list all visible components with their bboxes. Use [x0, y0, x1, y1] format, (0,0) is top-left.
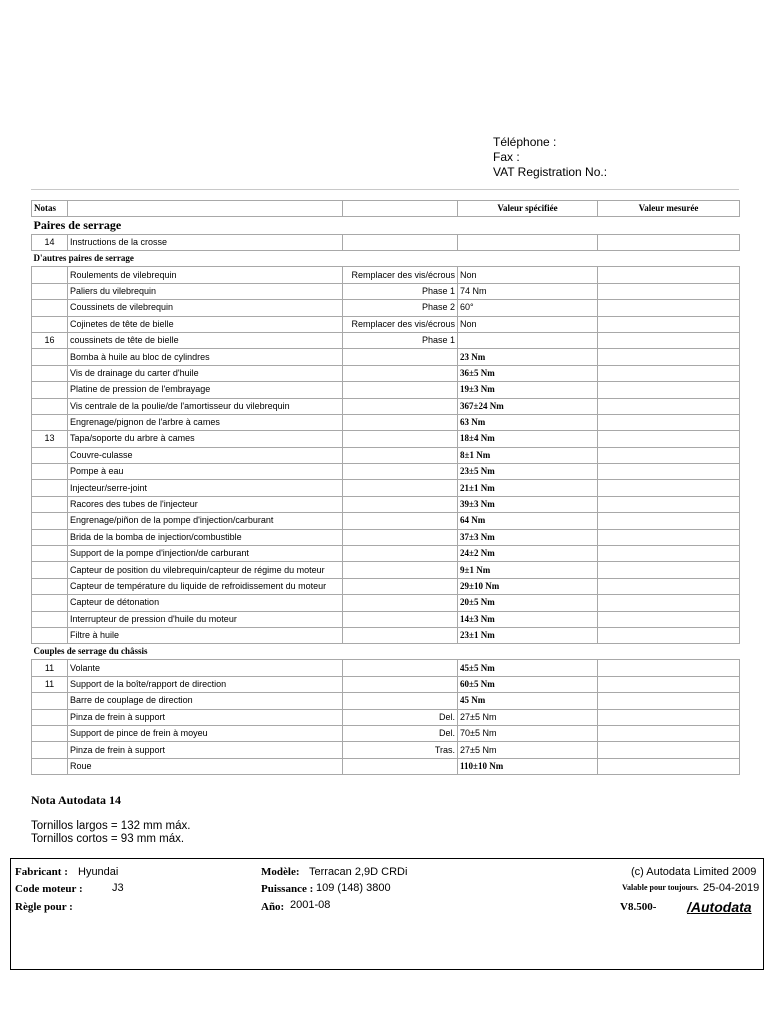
row-measured-value — [598, 660, 740, 676]
row-note — [32, 316, 68, 332]
row-condition — [343, 496, 458, 512]
row-note — [32, 414, 68, 430]
row-condition — [343, 235, 458, 251]
row-item: Pinza de frein à support — [68, 742, 343, 758]
row-item: Racores des tubes de l'injecteur — [68, 496, 343, 512]
row-condition — [343, 693, 458, 709]
model-label: Modèle: — [261, 866, 300, 878]
row-note: 11 — [32, 660, 68, 676]
header-measured: Valeur mesurée — [598, 201, 740, 217]
row-condition — [343, 578, 458, 594]
row-measured-value — [598, 496, 740, 512]
table-row — [32, 349, 740, 365]
row-condition — [343, 365, 458, 381]
row-measured-value — [598, 627, 740, 643]
table-row — [32, 562, 740, 578]
row-condition — [343, 546, 458, 562]
row-measured-value — [598, 513, 740, 529]
row-item: Instructions de la crosse — [68, 235, 343, 251]
row-specified-value: 24±2 Nm — [458, 546, 598, 562]
row-condition: Phase 1 — [343, 283, 458, 299]
row-specified-value: Non — [458, 267, 598, 283]
row-specified-value: 23 Nm — [458, 349, 598, 365]
row-specified-value: 74 Nm — [458, 283, 598, 299]
row-note — [32, 283, 68, 299]
table-row — [32, 546, 740, 562]
fax-label: Fax : — [493, 150, 520, 164]
row-item: Volante — [68, 660, 343, 676]
autodata-logo-text: Autodata — [690, 899, 752, 915]
row-measured-value — [598, 725, 740, 741]
row-condition: Del. — [343, 725, 458, 741]
row-condition — [343, 431, 458, 447]
row-specified-value: 21±1 Nm — [458, 480, 598, 496]
row-item: Cojinetes de tête de bielle — [68, 316, 343, 332]
row-item: Capteur de température du liquide de refroidissement du moteur — [68, 578, 343, 594]
table-row — [32, 578, 740, 594]
row-note — [32, 382, 68, 398]
row-measured-value — [598, 414, 740, 430]
table-row — [32, 529, 740, 545]
row-condition — [343, 676, 458, 692]
row-note — [32, 398, 68, 414]
row-note — [32, 513, 68, 529]
table-row — [32, 398, 740, 414]
row-item: Coussinets de vilebrequin — [68, 300, 343, 316]
row-measured-value — [598, 480, 740, 496]
nota-title: Nota Autodata 14 — [31, 793, 122, 807]
row-item: Vis de drainage du carter d'huile — [68, 365, 343, 381]
row-condition: Remplacer des vis/écrous — [343, 267, 458, 283]
table-row — [32, 267, 740, 283]
row-item: Paliers du vilebrequin — [68, 283, 343, 299]
row-specified-value — [458, 235, 598, 251]
model-value: Terracan 2,9D CRDi — [309, 866, 408, 878]
table-row — [32, 496, 740, 512]
row-note — [32, 480, 68, 496]
row-measured-value — [598, 332, 740, 348]
row-specified-value: 29±10 Nm — [458, 578, 598, 594]
row-measured-value — [598, 676, 740, 692]
row-specified-value: 60±5 Nm — [458, 676, 598, 692]
row-specified-value: 37±3 Nm — [458, 529, 598, 545]
manufacturer-label: Fabricant : — [15, 866, 68, 878]
row-note — [32, 349, 68, 365]
row-condition — [343, 660, 458, 676]
table-row — [32, 283, 740, 299]
row-measured-value — [598, 316, 740, 332]
row-note: 11 — [32, 676, 68, 692]
row-measured-value — [598, 267, 740, 283]
telephone-label: Téléphone : — [493, 135, 557, 149]
row-specified-value: 18±4 Nm — [458, 431, 598, 447]
table-row — [32, 332, 740, 348]
row-specified-value: 63 Nm — [458, 414, 598, 430]
row-measured-value — [598, 758, 740, 774]
row-measured-value — [598, 382, 740, 398]
row-note — [32, 709, 68, 725]
row-condition — [343, 562, 458, 578]
row-specified-value: 19±3 Nm — [458, 382, 598, 398]
table-row — [32, 480, 740, 496]
row-specified-value: 60° — [458, 300, 598, 316]
row-condition — [343, 758, 458, 774]
table-row — [32, 709, 740, 725]
table-row — [32, 742, 740, 758]
table-row — [32, 611, 740, 627]
row-item: Capteur de détonation — [68, 595, 343, 611]
row-measured-value — [598, 283, 740, 299]
row-measured-value — [598, 693, 740, 709]
table-row — [32, 235, 740, 251]
year-label: Año: — [261, 901, 285, 913]
autodata-logo: /Autodata — [687, 899, 752, 915]
row-condition: Tras. — [343, 742, 458, 758]
table-row — [32, 414, 740, 430]
row-item: Engrenage/pignon de l'arbre à cames — [68, 414, 343, 430]
row-item: Roulements de vilebrequin — [68, 267, 343, 283]
row-measured-value — [598, 546, 740, 562]
contact-block — [493, 135, 607, 180]
row-measured-value — [598, 365, 740, 381]
row-specified-value: 9±1 Nm — [458, 562, 598, 578]
table-row — [32, 660, 740, 676]
row-specified-value: 27±5 Nm — [458, 709, 598, 725]
table-row — [32, 676, 740, 692]
row-item: Interrupteur de pression d'huile du moteur — [68, 611, 343, 627]
row-note — [32, 725, 68, 741]
row-note — [32, 611, 68, 627]
row-measured-value — [598, 235, 740, 251]
row-item: Vis centrale de la poulie/de l'amortisseur du vilebrequin — [68, 398, 343, 414]
torque-table — [31, 200, 740, 775]
row-condition — [343, 349, 458, 365]
row-item: Support de la boîte/rapport de direction — [68, 676, 343, 692]
row-condition — [343, 513, 458, 529]
row-specified-value: 23±5 Nm — [458, 464, 598, 480]
row-item: Filtre à huile — [68, 627, 343, 643]
row-note — [32, 529, 68, 545]
row-condition — [343, 529, 458, 545]
version-label: V8.500- — [620, 901, 657, 913]
row-measured-value — [598, 709, 740, 725]
row-specified-value: 45 Nm — [458, 693, 598, 709]
row-specified-value: 20±5 Nm — [458, 595, 598, 611]
row-item: Barre de couplage de direction — [68, 693, 343, 709]
row-specified-value: 64 Nm — [458, 513, 598, 529]
row-specified-value: 27±5 Nm — [458, 742, 598, 758]
row-specified-value: 45±5 Nm — [458, 660, 598, 676]
row-measured-value — [598, 562, 740, 578]
valid-label: Valable pour toujours. — [622, 883, 699, 892]
section-other — [32, 251, 740, 267]
row-specified-value: 367±24 Nm — [458, 398, 598, 414]
table-row — [32, 513, 740, 529]
row-measured-value — [598, 742, 740, 758]
row-condition — [343, 414, 458, 430]
row-item: Couvre-culasse — [68, 447, 343, 463]
row-condition — [343, 464, 458, 480]
table-row — [32, 627, 740, 643]
section-chassis-title: Couples de serrage du châssis — [32, 644, 740, 660]
nota-line-2: Tornillos cortos = 93 mm máx. — [31, 833, 185, 845]
row-specified-value: 110±10 Nm — [458, 758, 598, 774]
row-note — [32, 627, 68, 643]
row-item: Support de la pompe d'injection/de carburant — [68, 546, 343, 562]
row-measured-value — [598, 300, 740, 316]
row-item: Pinza de frein à support — [68, 709, 343, 725]
table-row — [32, 365, 740, 381]
engine-code-value: J3 — [112, 882, 124, 894]
power-label: Puissance : — [261, 883, 314, 895]
row-measured-value — [598, 431, 740, 447]
row-measured-value — [598, 611, 740, 627]
row-measured-value — [598, 529, 740, 545]
power-value: 109 (148) 3800 — [316, 882, 391, 894]
table-row — [32, 464, 740, 480]
vat-label: VAT Registration No.: — [493, 165, 608, 179]
rule-label: Règle pour : — [15, 901, 73, 913]
row-note — [32, 365, 68, 381]
row-item: Brida de la bomba de injection/combustible — [68, 529, 343, 545]
row-note — [32, 693, 68, 709]
row-note — [32, 267, 68, 283]
row-condition — [343, 627, 458, 643]
table-row — [32, 725, 740, 741]
row-note — [32, 447, 68, 463]
row-item: Engrenage/piñon de la pompe d'injection/carburant — [68, 513, 343, 529]
row-condition: Phase 2 — [343, 300, 458, 316]
row-note — [32, 758, 68, 774]
row-condition — [343, 480, 458, 496]
row-note: 16 — [32, 332, 68, 348]
row-item: coussinets de tête de bielle — [68, 332, 343, 348]
row-note — [32, 546, 68, 562]
table-row — [32, 431, 740, 447]
row-condition — [343, 398, 458, 414]
row-measured-value — [598, 595, 740, 611]
row-item: Pompe à eau — [68, 464, 343, 480]
row-item: Support de pince de frein à moyeu — [68, 725, 343, 741]
row-item: Injecteur/serre-joint — [68, 480, 343, 496]
section-main-title: Paires de serrage — [32, 217, 740, 235]
table-row — [32, 447, 740, 463]
row-specified-value: 36±5 Nm — [458, 365, 598, 381]
row-measured-value — [598, 398, 740, 414]
row-item: Bomba à huile au bloc de cylindres — [68, 349, 343, 365]
table-row — [32, 758, 740, 774]
manufacturer-value: Hyundai — [78, 866, 119, 878]
row-item: Platine de pression de l'embrayage — [68, 382, 343, 398]
table-row — [32, 693, 740, 709]
row-note: 14 — [32, 235, 68, 251]
row-item: Tapa/soporte du arbre à cames — [68, 431, 343, 447]
row-specified-value: 70±5 Nm — [458, 725, 598, 741]
row-condition — [343, 595, 458, 611]
row-note: 13 — [32, 431, 68, 447]
row-item: Roue — [68, 758, 343, 774]
date-value: 25-04-2019 — [703, 882, 760, 894]
row-note — [32, 300, 68, 316]
row-note — [32, 562, 68, 578]
section-other-title: D'autres paires de serrage — [32, 251, 740, 267]
row-note — [32, 595, 68, 611]
row-specified-value — [458, 332, 598, 348]
row-condition — [343, 447, 458, 463]
copyright: (c) Autodata Limited 2009 — [631, 866, 757, 878]
row-measured-value — [598, 349, 740, 365]
row-specified-value: 14±3 Nm — [458, 611, 598, 627]
table-row — [32, 595, 740, 611]
row-measured-value — [598, 447, 740, 463]
row-condition: Phase 1 — [343, 332, 458, 348]
section-chassis — [32, 644, 740, 660]
year-value: 2001-08 — [290, 899, 331, 911]
table-row — [32, 382, 740, 398]
table-header — [32, 201, 740, 217]
row-specified-value: 8±1 Nm — [458, 447, 598, 463]
row-specified-value: Non — [458, 316, 598, 332]
row-measured-value — [598, 464, 740, 480]
section-main — [32, 217, 740, 235]
nota-lines — [31, 820, 190, 846]
row-specified-value: 39±3 Nm — [458, 496, 598, 512]
table-row — [32, 316, 740, 332]
row-item: Capteur de position du vilebrequin/capteur de régime du moteur — [68, 562, 343, 578]
separator-line — [31, 189, 739, 190]
table-row — [32, 300, 740, 316]
row-condition: Del. — [343, 709, 458, 725]
nota-line-1: Tornillos largos = 132 mm máx. — [31, 820, 191, 832]
row-note — [32, 742, 68, 758]
row-measured-value — [598, 578, 740, 594]
row-note — [32, 464, 68, 480]
engine-code-label: Code moteur : — [15, 883, 83, 895]
row-condition — [343, 611, 458, 627]
row-condition: Remplacer des vis/écrous — [343, 316, 458, 332]
header-specified: Valeur spécifiée — [458, 201, 598, 217]
row-specified-value: 23±1 Nm — [458, 627, 598, 643]
row-note — [32, 496, 68, 512]
header-notas: Notas — [32, 201, 68, 217]
row-condition — [343, 382, 458, 398]
footer-box — [10, 858, 764, 970]
row-note — [32, 578, 68, 594]
